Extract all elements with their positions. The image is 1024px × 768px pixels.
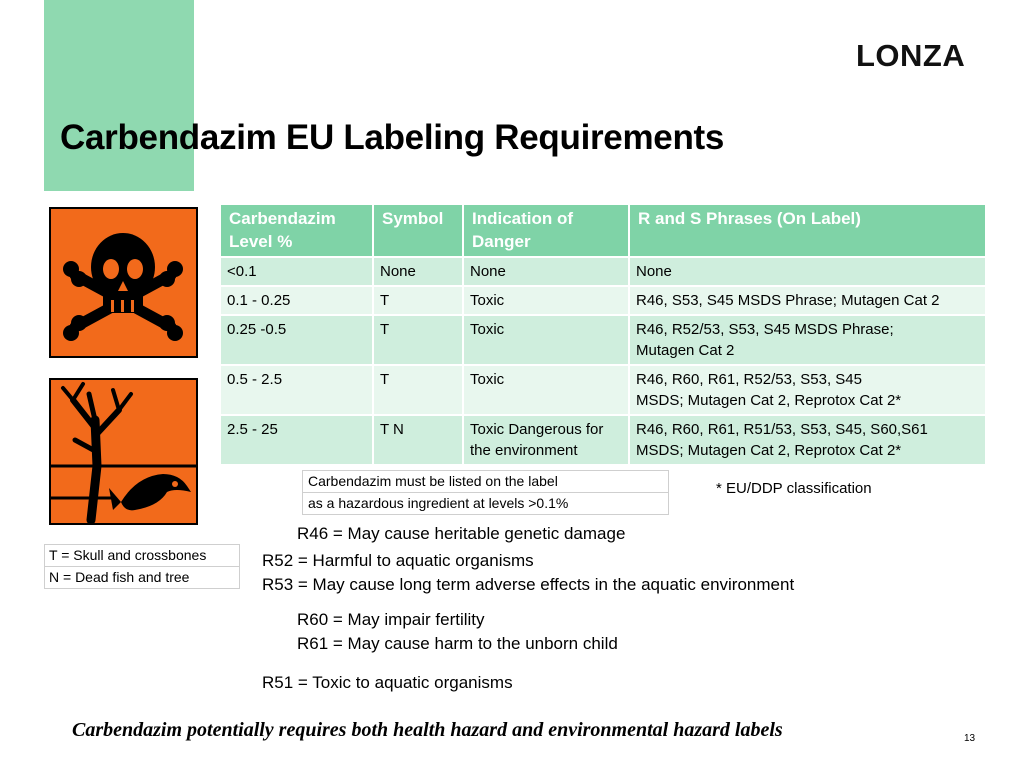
symbol-legend-table <box>44 544 240 589</box>
col-header-symbol: Symbol <box>373 205 463 257</box>
cell-symbol: T N <box>373 415 463 464</box>
bottom-note: Carbendazim potentially requires both health hazard and environmental hazard labels <box>72 719 783 741</box>
cell-symbol: T <box>373 315 463 365</box>
col-header-danger: Indication of Danger <box>463 205 629 257</box>
col-header-phrases: R and S Phrases (On Label) <box>629 205 985 257</box>
definition-r51: R51 = Toxic to aquatic organisms <box>262 673 513 692</box>
cell-symbol: T <box>373 286 463 315</box>
table-row <box>221 415 985 464</box>
skull-and-crossbones-icon <box>49 207 198 358</box>
definition-r46: R46 = May cause heritable genetic damage <box>297 524 626 543</box>
cell-level: 0.25 -0.5 <box>221 315 373 365</box>
table-row <box>221 365 985 415</box>
cell-danger: Toxic <box>463 365 629 415</box>
definition-r60: R60 = May impair fertility <box>297 610 485 629</box>
definition-r61: R61 = May cause harm to the unborn child <box>297 634 618 653</box>
table-header-row <box>221 205 985 257</box>
lonza-logo <box>856 38 982 72</box>
table-row <box>221 257 985 286</box>
cell-phrases: R46, R60, R61, R51/53, S53, S45, S60,S61 MSDS; Mutagen Cat 2, Reprotox Cat 2* <box>629 415 985 464</box>
listing-note-line: Carbendazim must be listed on the label <box>303 471 669 493</box>
cell-symbol: T <box>373 365 463 415</box>
cell-danger: None <box>463 257 629 286</box>
cell-symbol: None <box>373 257 463 286</box>
svg-text:LONZA: LONZA <box>856 38 966 72</box>
cell-phrases: R46, R60, R61, R52/53, S53, S45 MSDS; Mutagen Cat 2, Reprotox Cat 2* <box>629 365 985 415</box>
table-row <box>221 315 985 365</box>
table-row <box>221 286 985 315</box>
cell-danger: Toxic Dangerous for the environment <box>463 415 629 464</box>
accent-block <box>44 0 194 191</box>
classification-footnote: * EU/DDP classification <box>716 480 872 497</box>
cell-danger: Toxic <box>463 286 629 315</box>
legend-item: T = Skull and crossbones <box>45 545 240 567</box>
definition-r52: R52 = Harmful to aquatic organisms <box>262 551 534 570</box>
cell-level: 0.5 - 2.5 <box>221 365 373 415</box>
cell-level: 2.5 - 25 <box>221 415 373 464</box>
dead-fish-and-tree-icon <box>49 378 198 525</box>
legend-item: N = Dead fish and tree <box>45 567 240 589</box>
cell-phrases: R46, S53, S45 MSDS Phrase; Mutagen Cat 2 <box>629 286 985 315</box>
col-header-level: Carbendazim Level % <box>221 205 373 257</box>
cell-level: 0.1 - 0.25 <box>221 286 373 315</box>
page-number: 13 <box>964 733 976 744</box>
listing-note-table <box>302 470 669 515</box>
cell-phrases: None <box>629 257 985 286</box>
listing-note-line: as a hazardous ingredient at levels >0.1% <box>303 493 669 515</box>
cell-phrases: R46, R52/53, S53, S45 MSDS Phrase; Mutagen Cat 2 <box>629 315 985 365</box>
page-title: Carbendazim EU Labeling Requirements <box>60 118 725 157</box>
cell-level: <0.1 <box>221 257 373 286</box>
labeling-requirements-table <box>221 205 985 464</box>
cell-danger: Toxic <box>463 315 629 365</box>
definition-r53: R53 = May cause long term adverse effects in the aquatic environment <box>262 575 795 594</box>
